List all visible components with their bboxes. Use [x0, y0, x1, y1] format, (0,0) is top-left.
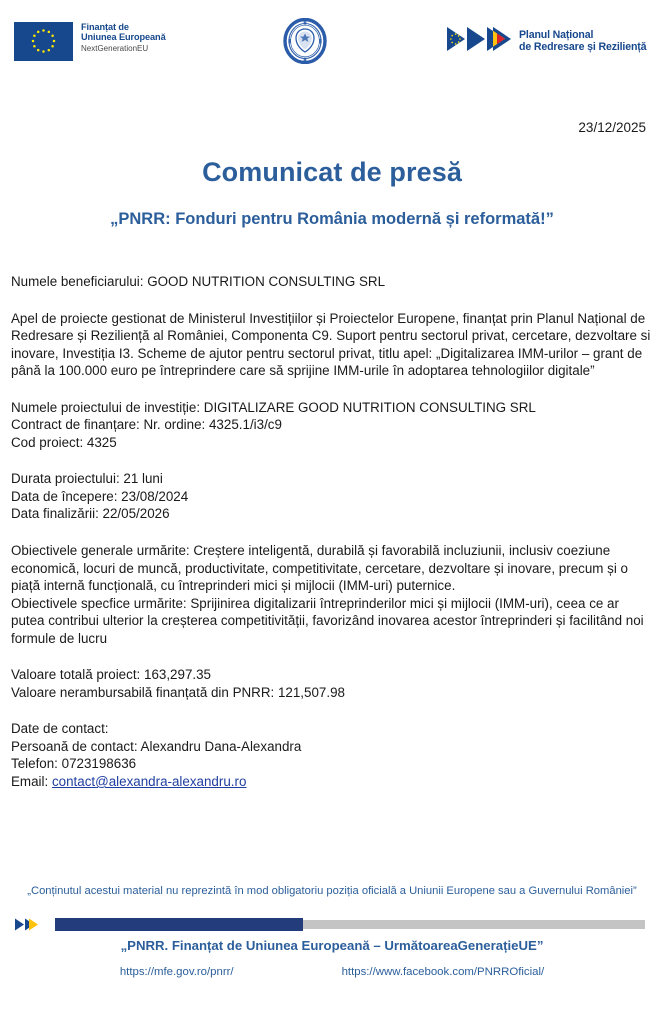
contract-line: Contract de finanțare: Nr. ordine: 4325.1/i3/c9: [11, 417, 282, 433]
beneficiary-line: Numele beneficiarului: GOOD NUTRITION CONSULTING SRL: [11, 274, 386, 289]
project-code-line: Cod proiect: 4325: [11, 434, 117, 450]
footer-link-facebook[interactable]: https://www.facebook.com/PNRROficial/: [341, 966, 545, 978]
footer-link-mfe[interactable]: https://mfe.gov.ro/pnrr/: [119, 966, 234, 978]
eu-stars-icon: [14, 22, 73, 61]
document-body: [11, 273, 653, 791]
spacer: [11, 451, 653, 470]
end-date-line: Data finalizării: 22/05/2026: [11, 506, 170, 522]
pnrr-arrows-icon: [447, 26, 512, 57]
total-value-line: Valoare totală proiect: 163,297.35: [11, 667, 212, 683]
footer-title: „PNRR. Finanțat de Uniunea Europeană – UrmătoareaGenerațieUE”: [120, 938, 544, 953]
eu-logo-line3: NextGenerationEU: [81, 43, 149, 53]
grant-value-line: Valoare nerambursabilă finanțată din PNRR: 121,507.98: [11, 684, 345, 700]
contact-person-line: Persoană de contact: Alexandru Dana-Alexandra: [11, 738, 302, 754]
page-subtitle: „PNRR: Fonduri pentru România modernă și reformată!”: [110, 210, 554, 228]
guvernul-romaniei-seal-icon: [283, 18, 327, 64]
footer-links: [0, 966, 664, 978]
project-name-line: Numele proiectului de investiție: DIGITALIZARE GOOD NUTRITION CONSULTING SRL: [11, 399, 536, 415]
general-objectives-paragraph: Obiectivele generale urmărite: Creștere inteligentă, durabilă și favorabilă incluziunii, inclusiv coeziune economică, locuri de muncă, productivitate, competitivitate, cercetare, dezvoltare și inovare, precum și o piață internă funcțională, cu întreprinderi mici și mijlocii (IMM-uri) puternice.: [11, 543, 628, 594]
email-label: Email:: [11, 774, 52, 790]
start-date-line: Data de începere: 23/08/2024: [11, 488, 189, 504]
specific-objectives-paragraph: Obiectivele specfice urmărite: Sprijinirea digitalizarii întreprinderilor mici și mijlocii (IMM-uri), ceea ce ar putea contribui ulterior la creșterea competitivității, favorizând inovarea acestor întreprinderi și facilitând noi formule de lucru: [11, 595, 644, 646]
eu-logo-line1: Finanțat de: [81, 22, 129, 32]
call-paragraph: Apel de proiecte gestionat de Ministerul Investițiilor și Proiectelor Europene, finanțat prin Planul Național de Redresare și Reziliență al României, Componenta C9. Suport pentru sectorul privat, cercetare, dezvoltare si inovare, Investiția I3. Scheme de ajutor pentru sectorul privat, titlu apel: „Digitalizarea IMM-urilor – grant de până la 100.000 euro pe întreprindere care să sprijine IMM-urile în adoptarea tehnologiilor digitale”: [11, 310, 651, 379]
contact-email-line: [11, 773, 653, 791]
spacer: [11, 647, 653, 666]
pnrr-logo: [447, 26, 646, 57]
eu-logo-line2: Uniunea Europeană: [81, 31, 166, 42]
duration-line: Durata proiectului: 21 luni: [11, 471, 163, 487]
document-date: 23/12/2025: [578, 120, 646, 135]
email-link[interactable]: contact@alexandra-alexandru.ro: [51, 774, 247, 790]
pnrr-logo-text: [519, 30, 646, 53]
contact-phone-line: Telefon: 0723198636: [11, 756, 137, 772]
contact-heading: Date de contact:: [11, 721, 109, 737]
page-title: Comunicat de presă: [202, 157, 462, 187]
eu-logo-text: [81, 22, 166, 54]
header-logo-row: [0, 0, 664, 78]
footer-decorative-bar: [15, 918, 645, 931]
spacer: [11, 291, 653, 310]
spacer: [11, 380, 653, 399]
pnrr-logo-line2: de Redresare și Reziliență: [519, 40, 647, 53]
footer-disclaimer: „Conținutul acestui material nu reprezintă în mod obligatoriu poziția oficială a Uniunii Europene sau a Guvernului României”: [27, 885, 637, 897]
spacer: [11, 523, 653, 542]
footer-arrows-icon: [15, 918, 55, 931]
footer-bar-navy: [55, 918, 303, 931]
spacer: [11, 701, 653, 720]
eu-funding-logo: [14, 22, 166, 61]
pnrr-logo-line1: Planul Național: [519, 28, 594, 41]
eu-flag-icon: [14, 22, 73, 61]
